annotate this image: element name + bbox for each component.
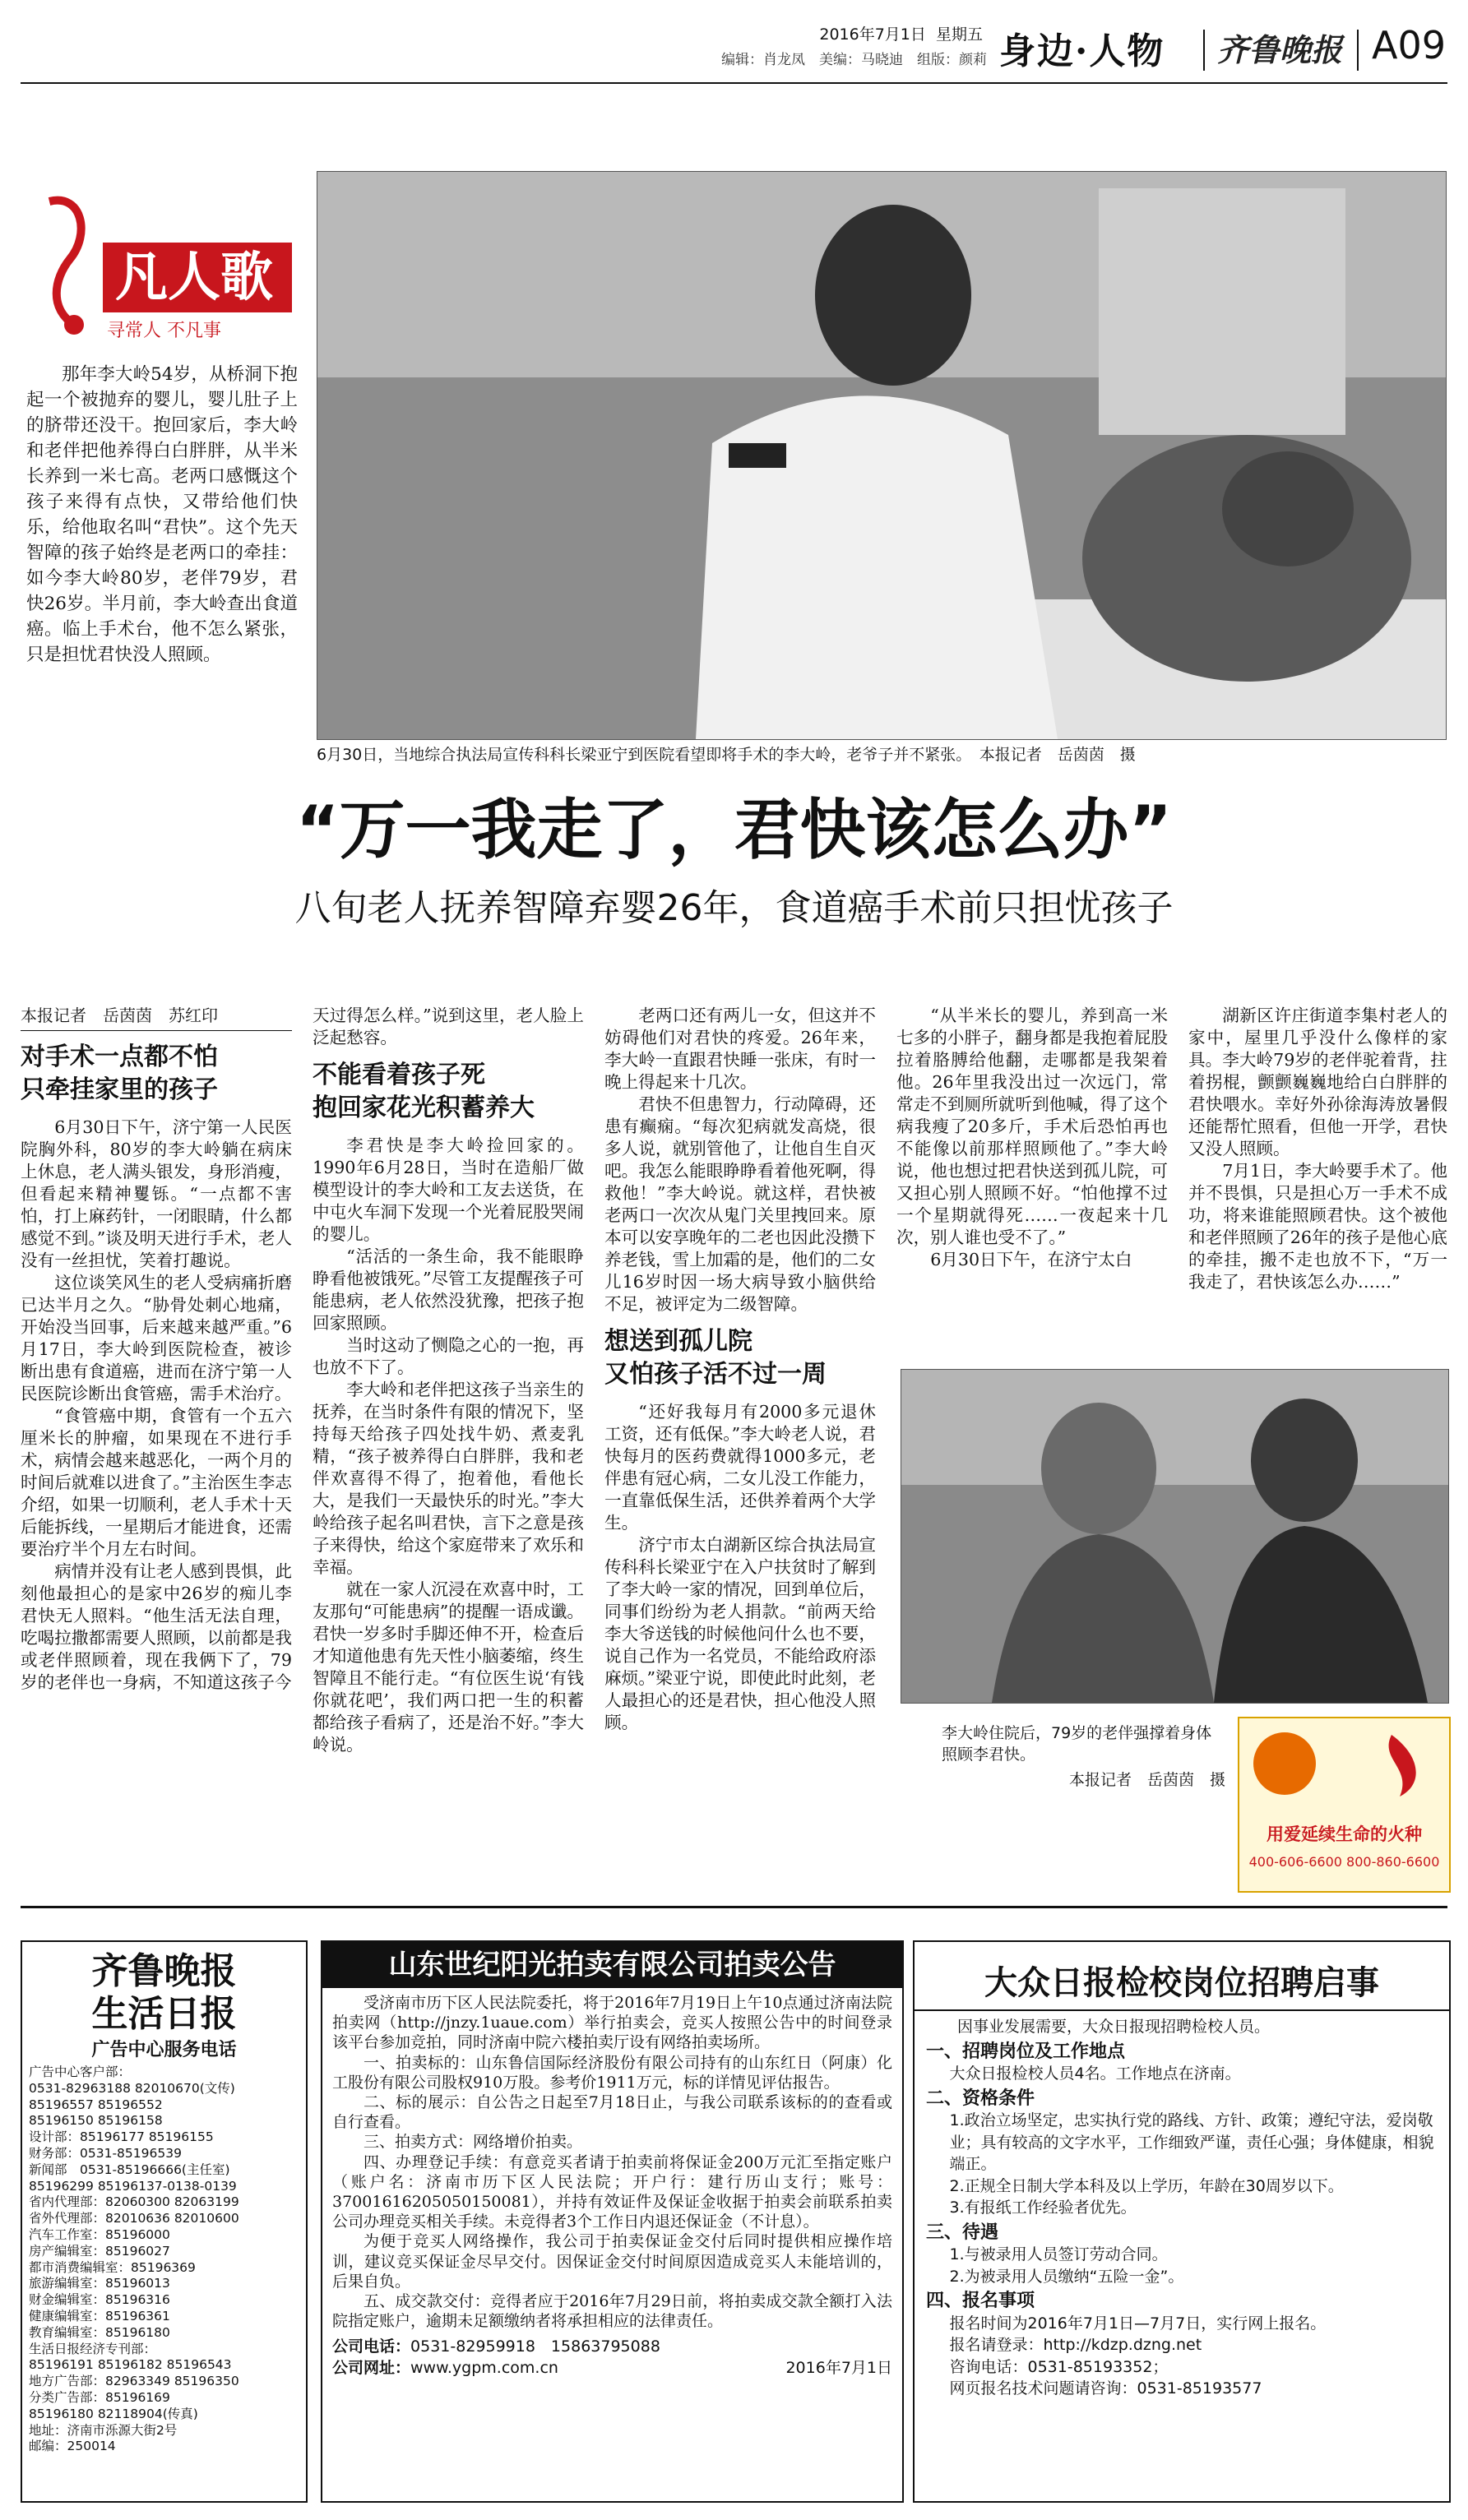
header-divider-2 [1357,30,1359,71]
contact-line: 健康编辑室：85196361 [29,2308,170,2323]
recruit-section-head: 二、资格条件 [926,2088,1035,2109]
issue-date: 2016年7月1日 [819,25,926,44]
recruit-item: 2.正规全日制大学本科及以上学历，年龄在30周岁以下。 [949,2176,1344,2195]
header-rule [21,82,1447,84]
contact-line: 旅游编辑室：85196013 [29,2276,170,2291]
contact-line: 85196180 82118904(传真) [29,2406,198,2421]
paragraph: 老两口还有两儿一女，但这并不妨碍他们对君快的疼爱。26年来，李大岭一直跟君快睡一张床，有时一晚上得起来十几次。 [604,1006,876,1092]
auction-date: 2016年7月1日 [785,2359,892,2378]
headline: “万一我走了，君快该怎么办” [295,792,1173,868]
photo2-credit: 本报记者 岳茵茵 摄 [1068,1771,1225,1789]
paragraph: “活活的一条生命，我不能眼睁睁看他被饿死。”尽管工友提醒孩子可能患病，老人依然没犹豫，把孩子抱回家照顾。 [313,1246,584,1333]
paragraph: 6月30日下午，在济宁太白 [930,1250,1132,1269]
contact-line: 财金编辑室：85196316 [29,2292,170,2308]
paragraph: 当时这动了恻隐之心的一抱，再也放不下了。 [313,1335,584,1377]
paragraph: 7月1日，李大岭要手术了。他并不畏惧，只是担心万一手术不成功，将来谁能照顾君快。这个被他和老伴照顾了26年的孩子是他心底的牵挂，搬不走也放不下，“万一我走了，君快该怎么办……” [1188,1161,1447,1292]
ad-title-1: 齐鲁晚报 [91,1950,237,1992]
recruit-section-head: 四、报名事项 [926,2291,1035,2311]
paragraph: 湖新区许庄街道李集村老人的家中，屋里几乎没什么像样的家具。李大岭79岁的老伴驼着背，拄着拐棍，颤颤巍巍地给白白胖胖的君快喂水。幸好外孙徐海涛放暑假还能帮忙照看，但他一开学，君快又没人照顾。 [1188,1006,1447,1158]
article-col-1 [21,1005,292,1889]
contact-line: 财务部：0531-85196539 [29,2145,182,2161]
auction-contact [322,2336,902,2379]
paragraph: 李君快是李大岭捡回家的。1990年6月28日，当时在造船厂做模型设计的李大岭和工友去送货，在中屯火车洞下发现一个光着屁股哭闹的婴儿。 [313,1135,584,1244]
recruit-item: 网页报名技术问题请咨询：0531-85193577 [949,2379,1262,2397]
paragraph: 就在一家人沉浸在欢喜中时，工友那句“可能患病”的提醒一语成谶。君快一岁多时手脚还伸不开，检查后才知道他患有先天性小脑萎缩，终生智障且不能行走。“有位医生说‘有钱你就花吧’，我们两口把一生的积蓄都给孩子看病了，还是治不好。”李大岭说。 [313,1579,584,1755]
column-tagline: 寻常人 不凡事 [107,321,221,341]
ad-recruit [913,1940,1451,2503]
section-title: 身边·人物 [999,30,1165,72]
web-label: 公司网址： [332,2359,411,2378]
article-col-5 [1188,1005,1447,1350]
contact-line: 85196557 85196552 [29,2097,163,2112]
paragraph: “还好我每月有2000多元退休工资，还有低保。”李大岭老人说，君快每月的医药费就得1000多元，老伴患有冠心病，二女儿没工作能力，一直靠低保生活，还供养着两个大学生。 [604,1402,876,1533]
contact-line: 房产编辑室：85196027 [29,2243,170,2259]
contact-line: 广告中心客户部： [29,2065,132,2079]
recruit-body [915,2011,1449,2405]
recruit-item: 3.有报纸工作经验者优先。 [949,2199,1137,2217]
article-col-2 [313,1005,584,1889]
paragraph: 这位谈笑风生的老人受病痛折磨已达半月之久。“胁骨处刺心地痛，开始没当回事，后来越来越严重。”6月17日，李大岭到医院检查，被诊断出患有食道癌，进而在济宁第一人民医院诊断出食管癌，需手术治疗。 [21,1273,292,1403]
family-photo-scene [901,1370,1448,1703]
contact-line: 分类广告部：85196169 [29,2389,170,2405]
contact-line: 地址：济南市泺源大街2号 [29,2422,178,2438]
page-number: A09 [1372,23,1447,67]
editor-credits: 编辑：肖龙凤 美编：马晓迪 组版：颜莉 [721,52,987,68]
recruit-title: 大众日报检校岗位招聘启事 [915,1957,1449,2011]
auction-paragraph: 一、拍卖标的：山东鲁信国际经济股份有限公司持有的山东红日（阿康）化工股份有限公司股权910万股。参考价1911万元，标的详情见评估报告。 [332,2053,892,2092]
contact-line: 省内代理部：82060300 82063199 [29,2194,239,2210]
recruit-item: 2.为被录用人员缴纳“五险一金”。 [949,2267,1184,2286]
charity-ad [1238,1717,1451,1893]
contact-line: 85196299 85196137-0138-0139 [29,2178,237,2194]
recruit-item: 1.政治立场坚定，忠实执行党的路线、方针、政策；遵纪守法，爱岗敬业；具有较高的文字水平，工作细致严谨，责任心强；身体健康，相貌端正。 [949,2111,1434,2173]
auction-paragraph: 为便于竞买人网络操作，我公司于拍卖保证金交付后同时提供相应操作培训，建议竞买保证金尽早交付。因保证金交付时间原因造成竞买人未能培训的，后果自负。 [332,2232,892,2291]
contact-line: 省外代理部：82010636 82010600 [29,2211,239,2226]
issue-weekday: 星期五 [935,25,983,44]
paragraph: 济宁市太白湖新区综合执法局宣传科科长梁亚宁在入户扶贫时了解到了李大岭一家的情况，回到单位后，同事们纷纷为老人捐款。“前两天给李大爷送钱的时候他问什么也不要，说自己作为一名党员，不能给政府添麻烦。”梁亚宁说，即使此时此刻，老人最担心的还是君快，担心他没人照顾。 [604,1535,876,1732]
paragraph: 李大岭和老伴把这孩子当亲生的抚养，在当时条件有限的情况下，坚持每天给孩子四处找牛奶、煮麦乳精，“孩子被养得白白胖胖，我和老伴欢喜得不得了，抱着他，看他长大，是我们一天最快乐的时光。”李大岭给孩子起名叫君快，言下之意是孩子来得快，给这个家庭带来了欢乐和幸福。 [313,1380,584,1577]
paragraph: 君快不但患智力，行动障碍，还患有癫痫。“每次犯病就发高烧，很多人说，就别管他了，让他自生自灭吧。我怎么能眼睁睁看着他死啊，得救他！”李大岭说。就这样，君快被老两口一次次从鬼门关里拽回来。原本可以安享晚年的二老也因此没攒下养老钱，雪上加霜的是，他们的二女儿16岁时因一场大病导致小脑供给不足，被评定为二级智障。 [604,1094,876,1314]
contact-line: 地方广告部：82963349 85196350 [29,2374,239,2389]
header-date [794,25,983,45]
column-logo [25,185,300,349]
recruit-item: 报名时间为2016年7月1日—7月7日，实行网上报名。 [949,2314,1327,2333]
paragraph: 天过得怎么样。”说到这里，老人脸上泛起愁容。 [313,1006,584,1047]
recruit-section-head: 一、招聘岗位及工作地点 [926,2041,1126,2062]
article-col-4 [896,1005,1168,1350]
contact-line: 85196150 85196158 [29,2113,163,2129]
contact-line: 都市消费编辑室：85196369 [29,2259,196,2275]
subheadline: 八旬老人抚养智障弃婴26年，食道癌手术前只担忧孩子 [294,887,1174,929]
auction-title: 山东世纪阳光拍卖有限公司拍卖公告 [322,1942,902,1988]
ad-subtitle: 广告中心服务电话 [91,2040,237,2060]
auction-website[interactable]: www.ygpm.com.cn [410,2359,558,2378]
paragraph: “从半米长的婴儿，养到高一米七多的小胖子，翻身都是我抱着屁股拉着胳膊给他翻，走哪都是我架着他。26年里我没出过一次远门，常常走不到厕所就听到他喊，得了这个病我瘦了20多斤，手术后恐怕再也不能像以前那样照顾他了。”李大岭说，他也想过把君快送到孤儿院，可又担心别人照顾不好。“怕他撑不过一个星期就得死……一夜起来十几次，别人谁也受不了。” [896,1006,1168,1247]
hospital-photo-scene [317,172,1446,739]
ad-contacts [21,1940,308,2503]
paragraph: 6月30日下午，济宁第一人民医院胸外科，80岁的李大岭躺在病床上休息，老人满头银发，身形消瘦，但看起来精神矍铄。“一点都不害怕，打上麻药针，一闭眼睛，什么都感觉不到。”谈及明天进行手术，老人没有一丝担忧，笑着打趣说。 [21,1117,292,1270]
auction-paragraph: 二、标的展示：自公告之日起至7月18日止，与我公司联系该标的的查看或自行查看。 [332,2093,892,2132]
charity-slogan: 用爱延续生命的火种 [1267,1824,1422,1844]
contact-line: 0531-82963188 82010670(文传) [29,2080,235,2096]
recruit-section-head: 三、待遇 [926,2222,999,2243]
column-title: 凡人歌 [115,247,273,308]
paragraph: “食管癌中期，食管有一个五六厘米长的肿瘤，如果现在不进行手术，病情会越来越恶化，一两个月的时间后就难以进食了。”主治医生李志介绍，如果一切顺利，老人手术十天后能拆线，一星期后才能进食，还需要治疗半个月左右时间。 [21,1406,292,1559]
contact-line: 教育编辑室：85196180 [29,2324,170,2340]
byline: 本报记者 岳茵茵 苏红印 [21,1005,292,1031]
subhead-2: 不能看着孩子死 抱回家花光积蓄养大 [313,1061,535,1122]
recruit-item: 1.与被录用人员签订劳动合同。 [949,2245,1168,2263]
contact-line: 新闻部 0531-85196666(主任室) [29,2162,230,2177]
recruit-item: 咨询电话：0531-85193352； [949,2357,1169,2376]
ad-auction [321,1940,904,2503]
auction-paragraph: 受济南市历下区人民法院委托，将于2016年7月19日上午10点通过济南法院拍卖网（http://jnzy.1uaue.com）举行拍卖会，竞买人按照公告中的时间登录该平台参加竞拍，同时济南中院六楼拍卖厅设有网络拍卖场所。 [332,1994,892,2052]
auction-paragraph: 三、拍卖方式：网络增价拍卖。 [364,2133,583,2152]
phone-label: 公司电话： [332,2337,411,2356]
contact-list [22,2065,306,2455]
ad-title-2: 生活日报 [91,1993,237,2035]
auction-paragraph: 五、成交款交付：竞得者应于2016年7月29日前，将拍卖成交款全额打入法院指定账户，逾期未足额缴纳者将承担相应的法律责任。 [332,2292,892,2331]
contact-line: 设计部：85196177 85196155 [29,2129,214,2145]
contact-line: 85196191 85196182 85196543 [29,2357,232,2373]
article-col-3 [604,1005,876,1889]
subhead-3: 想送到孤儿院 又怕孩子活不过一周 [604,1327,827,1389]
recruit-item: 报名请登录：http://kdzp.dzng.net [949,2336,1202,2354]
header-divider [1203,30,1205,71]
auction-body [322,1988,902,2336]
recruit-lead: 因事业发展需要，大众日报现招聘检校人员。 [957,2018,1271,2036]
charity-logo-icon [1239,1718,1449,1817]
subhead-1: 对手术一点都不怕 只牵挂家里的孩子 [21,1043,218,1104]
intro-text: 那年李大岭54岁，从桥洞下抱起一个被抛弃的婴儿，婴儿肚子上的脐带还没干。抱回家后，李大岭和老伴把他养得白白胖胖，从半米长养到一米七高。老两口感慨这个孩子来得有点快，又带给他们快乐，给他取名叫“君快”。这个先天智障的孩子始终是老两口的牵挂：如今李大岭80岁，老伴79岁，君快26岁。半月前，李大岭查出食道癌。临上手术台，他不怎么紧张，只是担忧君快没人照顾。 [26,364,298,665]
recruit-item: 大众日报检校人员4名。工作地点在济南。 [949,2065,1241,2083]
paragraph: 病情并没有让老人感到畏惧，此刻他最担心的是家中26岁的痴儿李君快无人照料。“他生活无法自理，吃喝拉撒都需要人照顾，以前都是我或老伴照顾着，现在我俩下了，79岁的老伴也一身病，不知道这孩子今 [21,1561,292,1692]
contact-line: 汽车工作室：85196000 [29,2226,170,2242]
auction-phone: 0531-82959918 15863795088 [410,2337,660,2356]
ad-rule [21,1906,1447,1908]
charity-phones: 400-606-6600 800-860-6600 [1248,1854,1440,1870]
contact-line: 邮编：250014 [29,2439,116,2454]
photo2-caption: 李大岭住院后，79岁的老伴强撑着身体照顾李君快。 [942,1724,1212,1764]
photo1-caption: 6月30日，当地综合执法局宣传科科长梁亚宁到医院看望即将手术的李大岭，老爷子并不紧张。 本报记者 岳茵茵 摄 [317,746,1136,764]
hospital-photo [317,171,1447,740]
auction-paragraph: 四、办理登记手续：有意竞买者请于拍卖前将保证金200万元汇至指定账户（账户名：济南市历下区人民法院；开户行：建行历山支行；账号：37001616205050150081），并持有效证件及保证金收据于拍卖会前联系拍卖公司办理竞买相关手续。未竞得者3个工作日内退还保证金（不计息）。 [332,2152,892,2231]
paper-logo: 齐鲁晚报 [1217,31,1343,68]
family-photo [901,1369,1449,1704]
contact-line: 生活日报经济专刊部： [29,2341,157,2356]
